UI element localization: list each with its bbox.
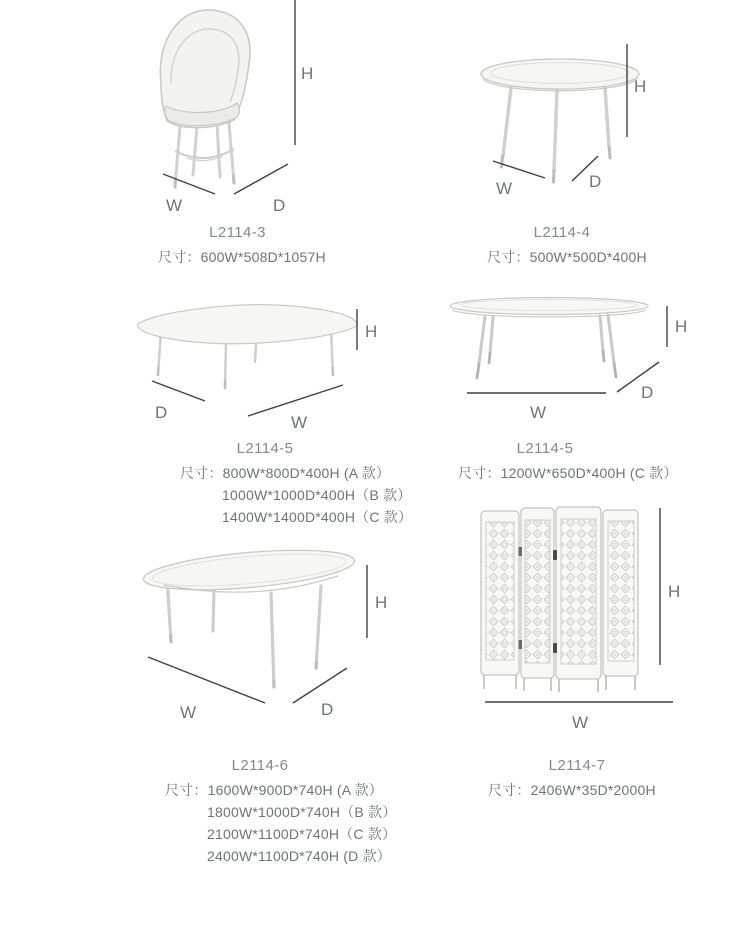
dim-label-h: H [668, 582, 681, 601]
dim-label-h: H [301, 64, 314, 83]
product-sizes [487, 246, 647, 268]
oval-coffee-table-sketch [440, 285, 700, 430]
size-spec-line: 2100W*1100D*740H（C 款） [207, 826, 397, 842]
size-spec-line: 尺寸：2406W*35D*2000H [488, 782, 656, 798]
oval-dining-table-sketch [125, 540, 415, 725]
product-sizes [180, 462, 412, 528]
product-code: L2114-7 [548, 757, 606, 774]
dim-label-h: H [675, 317, 688, 336]
dim-label-d: D [589, 172, 602, 191]
width-dim-line [248, 385, 343, 416]
size-spec-line: 2400W*1100D*740H (D 款） [207, 848, 391, 864]
width-dim-line [148, 657, 265, 703]
width-dim-line [493, 161, 545, 178]
dim-label-h: H [634, 77, 647, 96]
product-code: L2114-5 [516, 440, 574, 457]
product-code: L2114-5 [236, 440, 294, 457]
size-spec-line: 1000W*1000D*400H（B 款） [222, 487, 412, 503]
folding-screen-sketch [455, 495, 695, 740]
size-spec-line: 1800W*1000D*740H（B 款） [207, 804, 397, 820]
round-side-table-sketch [455, 20, 675, 215]
dim-label-d: D [641, 383, 654, 402]
dim-label-w: W [530, 403, 547, 422]
product-sizes [458, 462, 678, 484]
product-code: L2114-6 [231, 757, 289, 774]
product-code: L2114-3 [209, 224, 266, 241]
dim-label-w: W [166, 196, 183, 215]
dim-label-h: H [375, 593, 388, 612]
dim-label-h: H [365, 322, 378, 341]
square-coffee-table-sketch [125, 290, 385, 430]
depth-dim-line [234, 164, 288, 194]
size-spec-line: 尺寸：600W*508D*1057H [158, 249, 326, 265]
product-code: L2114-4 [533, 224, 591, 241]
size-spec-line: 尺寸：800W*800D*400H (A 款） [180, 465, 391, 481]
dim-label-w: W [291, 413, 308, 430]
size-spec-line: 尺寸：1600W*900D*740H (A 款） [165, 782, 383, 798]
dim-label-d: D [273, 196, 286, 215]
dim-label-w: W [496, 179, 513, 198]
size-spec-line: 1400W*1400D*400H（C 款） [222, 509, 413, 525]
product-sizes [165, 779, 396, 867]
barstool-sketch [130, 0, 320, 215]
depth-dim-line [152, 381, 205, 401]
size-spec-line: 尺寸：500W*500D*400H [487, 249, 647, 265]
dim-label-d: D [321, 700, 334, 719]
size-spec-line: 尺寸：1200W*650D*400H (C 款） [458, 465, 678, 481]
width-dim-line [163, 174, 215, 194]
dim-label-w: W [572, 713, 589, 732]
product-sizes [158, 246, 326, 268]
depth-dim-line [293, 668, 347, 703]
product-sizes [488, 779, 656, 801]
dim-label-w: W [180, 703, 197, 722]
dim-label-d: D [155, 403, 168, 422]
